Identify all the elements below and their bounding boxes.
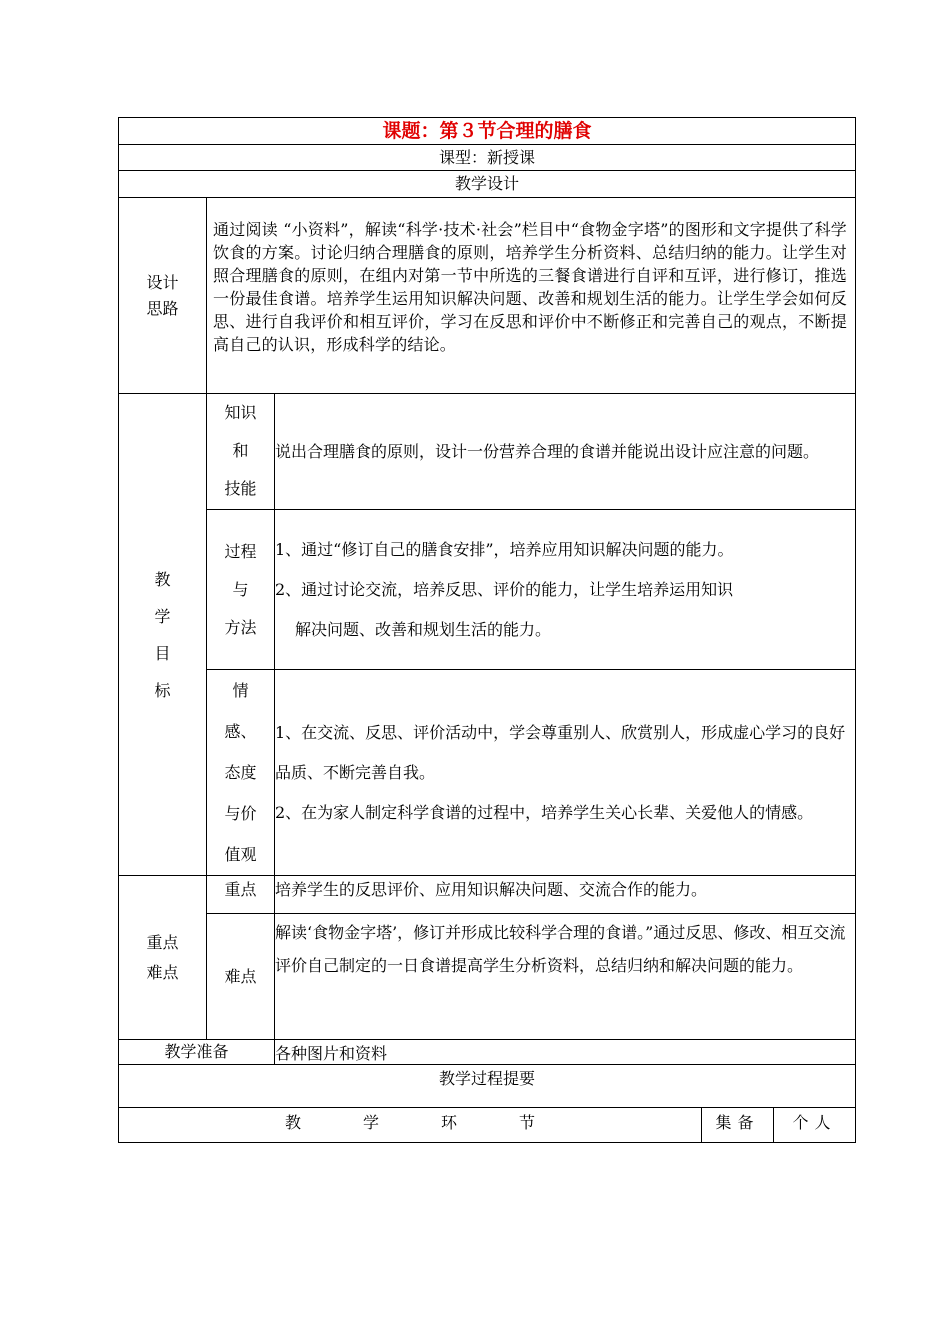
lesson-type: 课型：新授课: [119, 145, 856, 171]
process-outline-header: 教学过程提要: [119, 1065, 856, 1108]
goals-label-char: 标: [154, 680, 171, 700]
process-item-2b: 解决问题、改善和规划生活的能力。: [295, 619, 552, 639]
segment-header: [119, 1108, 702, 1143]
segment-header-char: 节: [518, 1113, 535, 1132]
process-item-2a: 2、通过讨论交流，培养反思、评价的能力，让学生培养运用知识: [275, 579, 734, 599]
difficulty-text: 解读‘食物金字塔’，修订并形成比较科学合理的食谱。”通过反思、修改、相互交流评价自己制定的一日食谱提高学生分析资料，总结归纳和解决问题的能力。: [275, 914, 856, 1040]
key-label-line2: 难点: [146, 962, 179, 982]
design-idea-text: 通过阅读 “小资料”，解读“科学·技术·社会”栏目中“食物金字塔”的图形和文字提供了科学饮食的方案。讨论归纳合理膳食的原则，培养学生分析资料、总结归纳的能力。让学生对照合理膳食的原则，在组内对第一节中所选的三餐食谱进行自评和互评，进行修订，推选一份最佳食谱。培养学生运用知识解决问题、改善和规划生活的能力。让学生学会如何反思、进行自我评价和相互评价，学习在反思和评价中不断修正和完善自己的观点，不断提高自己的认识，形成科学的结论。: [207, 198, 856, 394]
goals-label-char: 教: [154, 569, 171, 589]
knowledge-skills-text: [275, 394, 856, 510]
process-label-line: 与: [232, 579, 249, 599]
lesson-plan-table: [118, 117, 856, 1143]
process-method-text: [275, 510, 856, 670]
personal-header: 个人: [774, 1108, 856, 1143]
knowledge-label-line: 和: [232, 441, 249, 460]
knowledge-text: 说出合理膳食的原则，设计一份营养合理的食谱并能说出设计应注意的问题。: [275, 441, 820, 461]
emotion-label-line: 与价: [224, 804, 257, 823]
process-label-line: 方法: [224, 617, 257, 637]
segment-header-char: 环: [440, 1113, 457, 1132]
preparation-label: 教学准备: [119, 1040, 275, 1065]
knowledge-label-line: 技能: [224, 479, 257, 498]
lesson-plan-page: [118, 117, 855, 1143]
emotion-values-text: [275, 670, 856, 876]
difficulty-label: 难点: [207, 914, 275, 1040]
emotion-item-2: 2、在为家人制定科学食谱的过程中，培养学生关心长辈、关爱他人的情感。: [275, 802, 814, 822]
lesson-title: 课题：第３节合理的膳食: [119, 118, 856, 145]
knowledge-skills-label: [207, 394, 275, 510]
design-idea-label-line1: 设计: [146, 272, 179, 292]
key-label-line1: 重点: [146, 932, 179, 952]
goals-label-char: 目: [154, 643, 171, 663]
goals-label-char: 学: [154, 606, 171, 626]
emotion-item-1: 1、在交流、反思、评价活动中，学会尊重别人、欣赏别人，形成虚心学习的良好品质、不断完善自我。: [275, 722, 846, 782]
process-item-1: 1、通过“修订自己的膳食安排”，培养应用知识解决问题的能力。: [275, 539, 734, 559]
section-teaching-design: 教学设计: [119, 171, 856, 198]
design-idea-label-line2: 思路: [146, 298, 179, 318]
process-label-line: 过程: [224, 541, 257, 561]
collective-prep-header: 集备: [702, 1108, 774, 1143]
segment-header-char: 学: [362, 1113, 379, 1132]
key-points-label: [119, 876, 207, 1040]
preparation-value: 各种图片和资料: [275, 1040, 856, 1065]
knowledge-label-line: 知识: [224, 403, 257, 422]
process-method-label: [207, 510, 275, 670]
emotion-label-line: 态度: [224, 763, 257, 782]
teaching-goals-label: [119, 394, 207, 876]
emotion-values-label: [207, 670, 275, 876]
design-idea-label: [119, 198, 207, 394]
emotion-label-line: 情: [232, 681, 249, 700]
focus-text: 培养学生的反思评价、应用知识解决问题、交流合作的能力。: [275, 876, 856, 914]
focus-label: 重点: [207, 876, 275, 914]
emotion-label-line: 值观: [224, 845, 257, 864]
emotion-label-line: 感、: [224, 722, 257, 741]
segment-header-char: 教: [284, 1113, 301, 1132]
